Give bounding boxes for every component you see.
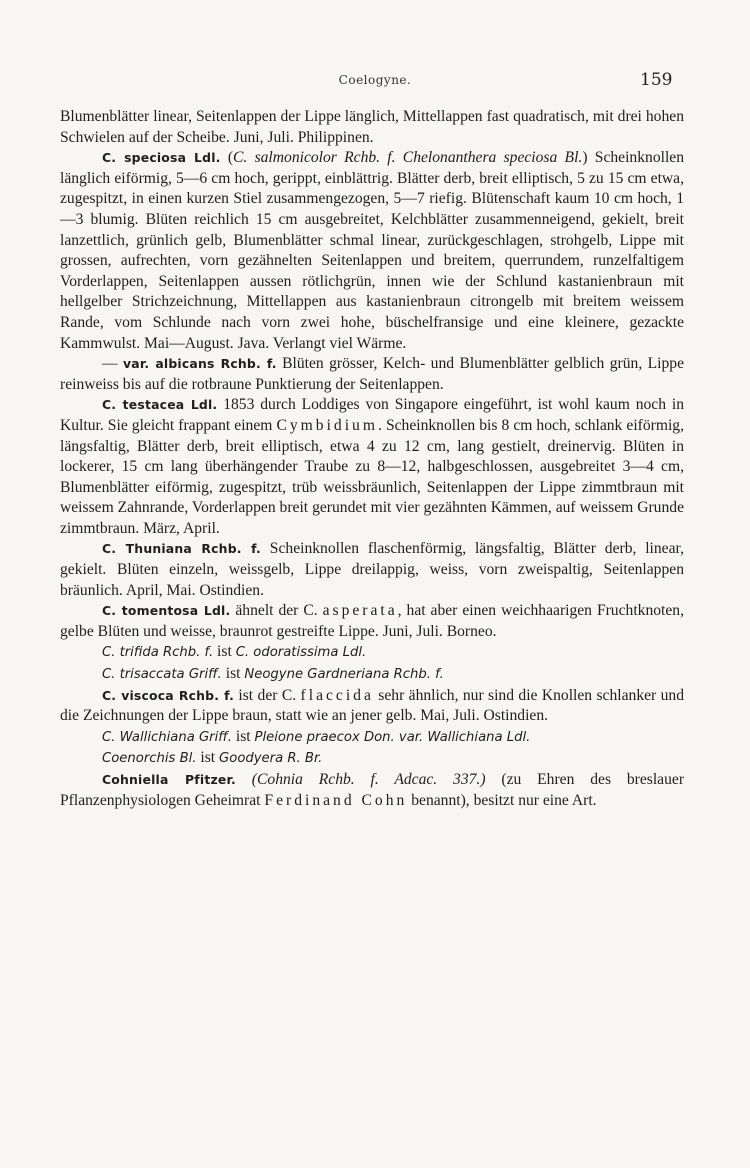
running-title: Coelogyne. — [338, 73, 412, 87]
synonym-source: C. trisaccata Griff. — [102, 667, 222, 683]
species-description-b: . Scheinknollen bis 8 cm hoch, schlank eiförmig, längsfaltig, Blätter derb, breit elliptisch, etwa 4 zu 12 cm, lang gestielt, dreinervig. Blüten in lockerer, 15 cm lang überhängender Traube zu 8—12, halbgeschlossen, ausgebreitet 3—4 cm, Blumenblätter eiförmig, zugespitzt, trüb weissbräunlich, Seitenlappen der Lippe zimmtbraun mit weissem Zahnrande, Vorderlappen breit gerundet mit vier gezähnten Kämmen, auf weissem Grunde zimmtbraun. März, April. — [60, 416, 684, 537]
variety-dash: — — [102, 355, 118, 373]
synonym-connector: ist — [217, 643, 232, 661]
spaced-species: asperata — [322, 602, 398, 620]
genus-description-b: benannt), besitzt nur eine Art. — [411, 791, 597, 809]
spaced-person-name: Ferdinand Cohn — [264, 791, 408, 809]
entry-cohniella — [60, 770, 684, 811]
synonym-connector: ist — [200, 749, 216, 767]
species-description: Scheinknollen flaschenförmig, längsfaltig, Blätter derb, linear, gekielt. Blüten einzeln, weissgelb, Lippe dreilappig, weiss, vorn zweispaltig, Seitenlappen bräunlich. April, Mai. Ostindien. — [60, 540, 684, 599]
page-body — [60, 107, 684, 811]
synonym-source: Coenorchis Bl. — [102, 751, 197, 767]
species-name: C. Thuniana Rchb. f. — [102, 541, 261, 557]
synonym-line-trifida — [60, 642, 684, 664]
spaced-species: flaccida — [300, 686, 374, 704]
spaced-genus: Cymbidium — [276, 416, 378, 434]
species-description-b: , hat aber einen weichhaarigen Fruchtknoten, gelbe Blüten und weisse, braunrot gestreifte Lippe. Juni, Juli. Borneo. — [60, 602, 684, 640]
species-description-a: ähnelt der C. — [235, 602, 318, 620]
entry-coelogyne-tomentosa — [60, 601, 684, 642]
synonym-line-coenorchis — [60, 748, 684, 770]
variety-description: Blüten grösser, Kelch- und Blumenblätter gelblich grün, Lippe reinweiss bis auf die rotbraune Punktierung der Seitenlappen. — [60, 355, 685, 393]
synonym-connector: ist — [235, 727, 251, 745]
species-description-b: sehr ähnlich, nur sind die Knollen schlanker und die Zeichnungen der Lippe braun, statt wie an jener gelb. Mai, Juli. Ostindien. — [60, 686, 685, 725]
synonym-connector: ist — [225, 665, 241, 683]
synonym-open: ( — [227, 149, 234, 167]
synonym-target: Pleione praecox Don. var. Wallichiana Ldl. — [254, 729, 531, 745]
species-name: C. speciosa Ldl. — [102, 150, 221, 166]
synonym-line-trisaccata — [60, 664, 684, 686]
species-name: C. viscoca Rchb. f. — [102, 687, 234, 703]
synonym-close: ) — [582, 149, 588, 167]
entry-coelogyne-testacea — [60, 395, 684, 539]
entry-coelogyne-viscoca — [60, 686, 684, 727]
entry-var-albicans — [60, 354, 684, 395]
species-name: C. testacea Ldl. — [102, 397, 218, 413]
species-description: Scheinknollen länglich eiförmig, 5—6 cm hoch, gerippt, einblättrig. Blätter derb, breit elliptisch, 5 zu 15 cm etwa, zugespitzt, in einen kurzen Stiel zusammengezogen, 5—7 riefig. Blütenschaft kaum 10 cm hoch, 1—3 blumig. Blüten reichlich 15 cm ausgebreitet, Kelchblätter zusammenneigend, gekielt, breit lanzettlich, grünlich gelb, Blumenblätter schmal linear, zurückgeschlagen, strohgelb, Lippe mit grossen, aufrechten, vorn gezähnelten Seitenlappen und breitem, querrundem, runzelfaltigem Vorderlappen, Seitenlappen aussen rötlichgrün, innen wie der Schlund kastanienbraun mit hellgelber Strichzeichnung, Mittellappen aus kastanienbraun citrongelb mit breitem weissem Rande, vom Schlunde nach vorn zwei hohe, büschelfransige und eine kleinere, gezackte Kammwulst. Mai—August. Java. Verlangt viel Wärme. — [60, 149, 684, 352]
synonym-target: Neogyne Gardneriana Rchb. f. — [244, 667, 444, 683]
variety-name: var. albicans Rchb. f. — [123, 356, 277, 372]
genus-synonym: (Cohnia Rchb. f. Adcac. 337.) — [251, 771, 486, 788]
species-name: C. tomentosa Ldl. — [102, 603, 231, 619]
genus-name: Cohniella Pfitzer. — [102, 772, 236, 787]
paragraph-continuation: Blumenblätter linear, Seitenlappen der Lippe länglich, Mittellappen fast quadratisch, mit drei hohen Schwielen auf der Scheibe. Juni, Juli. Philippinen. — [60, 108, 684, 146]
synonym-source: C. trifida Rchb. f. — [102, 645, 214, 661]
synonym-text: C. salmonicolor Rchb. f. Chelonanthera speciosa Bl. — [233, 149, 583, 167]
genus-description-a: (zu Ehren des breslauer Pflanzenphysiologen Geheimrat — [60, 771, 685, 809]
synonym-line-wallichiana — [60, 727, 684, 749]
species-description-a: 1853 durch Loddiges von Singapore eingeführt, ist wohl kaum noch in Kultur. Sie gleicht frappant einem — [60, 396, 684, 434]
page-number: 159 — [640, 70, 673, 90]
synonym-target: Goodyera R. Br. — [219, 751, 323, 767]
synonym-source: C. Wallichiana Griff. — [102, 729, 232, 745]
synonym-target: C. odoratissima Ldl. — [235, 645, 367, 661]
entry-coelogyne-speciosa — [60, 148, 684, 354]
entry-coelogyne-thuniana — [60, 539, 684, 601]
species-description-a: ist der C. — [238, 686, 297, 704]
